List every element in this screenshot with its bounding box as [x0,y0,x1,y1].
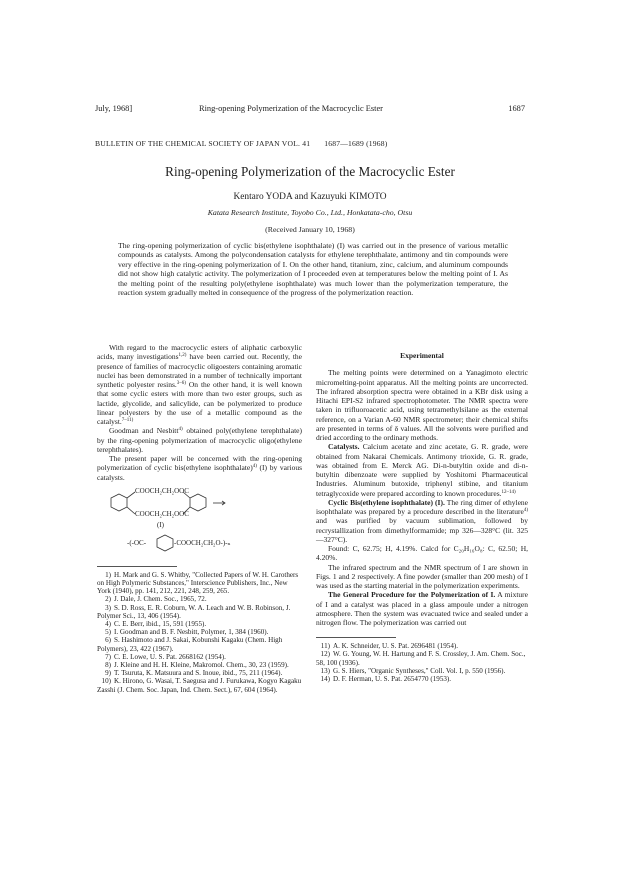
footnote: 3) S. D. Ross, E. R. Coburn, W. A. Leach and W. B. Robinson, J. Polymer Sci., 13, 406 (1954). [97,603,291,620]
benzene-ring-left [111,494,127,511]
scheme-product-right: -COOCH₂CH₂O-)-ₙ [174,538,231,547]
reaction-scheme [97,484,302,556]
footnote-rule [316,637,396,638]
footnote: 10) K. Hirono, G. Wasai, T. Saegusa and J. Furukawa, Kogyo Kagaku Zasshi (J. Chem. Soc. Japan, Ind. Chem. Sect.), 67, 604 (1964). [97,677,302,694]
header-date: July, 1968] [95,104,133,113]
journal-pages: 1687—1689 (1968) [324,139,388,148]
footnote: 9) T. Tsuruta, K. Matsuura and S. Inoue, ibid., 75, 211 (1964). [105,669,283,678]
scheme-compound-label: (I) [157,520,164,529]
footnote: 6) S. Hashimoto and J. Sakai, Kobunshi Kagaku (Chem. High Polymers), 23, 422 (1967). [97,636,283,653]
header-title: Ring-opening Polymerization of the Macrocyclic Ester [199,104,383,113]
footnote: 8) J. Kleine and H. H. Kleine, Makromol. Chem., 30, 23 (1959). [105,660,289,669]
methods-paragraph: The melting points were determined on a Yanagimoto electric micromelting-point apparatus. All the melting points are uncorrected. The infrared absorption spectra were obtained in a KBr disk using a Hitachi EPI-S2 infrared spectrophotometer. The NMR spectra were taken in trifluoroacetic acid, using tetramethylsilane as the external reference, on a Varian A-60 NMR spectrometer; their chemical shifts are presented in terms of δ values. All the solvents were purified and dried according to the ordinary methods. [316,368,528,442]
footnote: 5) I. Goodman and B. F. Nesbitt, Polymer, 1, 384 (1960). [105,628,269,637]
footnote: 4) C. E. Berr, ibid., 15, 591 (1955). [105,619,207,628]
scheme-top-linker: COOCH₂CH₂OOC [135,486,189,495]
received-date: (Received January 10, 1968) [265,225,355,234]
footnote: 13) G. S. Hiers, "Organic Syntheses," Coll. Vol. I, p. 550 (1956). [320,666,506,675]
section-heading-experimental: Experimental [400,351,444,360]
procedure-paragraph: The General Procedure for the Polymerization of I. A mixture of I and a catalyst was placed in a glass ampoule under a nitrogen atmosphere. Then the system was evacuated twice and sealed under a nitrogen flow. The polymerization was carried out [316,590,529,627]
footnotes-right [316,642,528,683]
footnote: 2) J. Dale, J. Chem. Soc., 1965, 72. [105,595,207,604]
catalysts-paragraph: Catalysts. Calcium acetate and zinc acetate, G. R. grade, were obtained from Nakarai Chemicals. Antimony trioxide, G. R. grade, was obtained from E. Merck AG. Di-n-butyltin oxide and di-n-butyltin dibenzoate were supplied by Yoshitomi Pharmaceutical Industries. Aluminum butoxide, triphenyl stibine, and titanium tetraglycoxide were prepared according to known procedures.$^{12-14)}$ [316,442,528,498]
paper-title: Ring-opening Polymerization of the Macrocyclic Ester [165,164,455,179]
spectra-paragraph: The infrared spectrum and the NMR spectrum of I are shown in Figs. 1 and 2 respectively. A fine powder (smaller than 200 mesh) of I was used as the starting material in the polymerization experiments. [316,562,528,590]
footnote: 7) C. E. Lowe, U. S. Pat. 2668162 (1954). [105,652,226,661]
benzene-ring-product [157,535,173,551]
paper-authors: Kentaro YODA and Kazuyuki KIMOTO [233,192,387,202]
scheme-product-left: -(-OC- [127,538,147,547]
elemental-analysis: Found: C, 62.75; H, 4.19%. Calcd for C₂₀H₁₆O₈: C, 62.50; H, 4.20%. [316,544,528,563]
cyclic-ester-paragraph: Cyclic Bis(ethylene isophthalate) (I). The ring dimer of ethylene isophthalate was prepared by a procedure described in the literature$^{4)}$ and was purified by vacuum sublimation, followed by recrystallization from dimethylformamide; mp 326—328°C (lit. 325—327°C). [316,497,528,544]
footnote: 12) W. G. Young, W. H. Hartung and F. S. Crossley, J. Am. Chem. Soc., 58, 100 (1936). [316,650,526,667]
footnote: 1) H. Mark and G. S. Whitby, "Collected Papers of W. H. Carothers on High Polymeric Substances," Interscience Publishers, Inc., New York (1940), pp. 141, 212, 221, 248, 259, 265. [97,570,299,596]
footnote: 11) A. K. Schneider, U. S. Pat. 2696481 (1954). [320,642,459,651]
intro-paragraph-1: With regard to the macrocyclic esters of aliphatic carboxylic acids, many investigations$^{1,2)}$ have been carried out. Recently, the presence of families of macrocyclic oligoesters containing aromatic nuclei has been demonstrated in a number of technically important synthetic polyester resins.$^{3-6)}$ On the other hand, it is well known that some cyclic esters with more than two ester groups, such as lactide, glycolide, and salicylide, can be polymerized to produce linear polyesters by the use of a metallic compound as the catalyst.$^{7-11)}$ [97,343,302,426]
footnote-rule [97,566,177,567]
journal-name: BULLETIN OF THE CHEMICAL SOCIETY OF JAPAN VOL. 41 [95,139,311,148]
header-page-number: 1687 [508,104,525,113]
footnotes-left [97,571,302,694]
journal-citation [95,139,388,148]
paper-affiliation: Katata Research Institute, Toyobo Co., Ltd., Honkatata-cho, Otsu [207,208,413,217]
right-column [316,345,528,683]
abstract: The ring-opening polymerization of cyclic bis(ethylene isophthalate) (I) was carried out in the presence of various metallic compounds as catalysts. Among the polycondensation catalysts for ethylene terephthalate, antimony and tin compounds were very effective in the ring-opening polymerization of I. On the other hand, titanium, zinc, calcium, and aluminum compounds did not show high catalytic activity. The polymerization of I proceeded even at temperatures below the melting point of I. As the melting point of the resulting poly(ethylene isophthalate) was much lower than the polymerization temperature, the reaction system gradually melted in consequence of the progress of the polymerization reaction. [118,241,508,298]
left-column [97,343,302,694]
scheme-bottom-linker: COOCH₂CH₂OOC [135,509,189,518]
intro-paragraph-3: The present paper will be concerned with the ring-opening polymerization of cyclic bis(ethylene isophthalate)$^{4)}$ (I) by various catalysts. [97,454,302,482]
intro-paragraph-2: Goodman and Nesbitt$^{4)}$ obtained poly(ethylene terephthalate) by the ring-opening polymerization of macrocyclic oligo(ethylene terephthalates). [97,426,302,454]
benzene-ring-right [190,494,206,511]
footnote: 14) D. F. Herman, U. S. Pat. 2654770 (1953). [320,675,452,684]
